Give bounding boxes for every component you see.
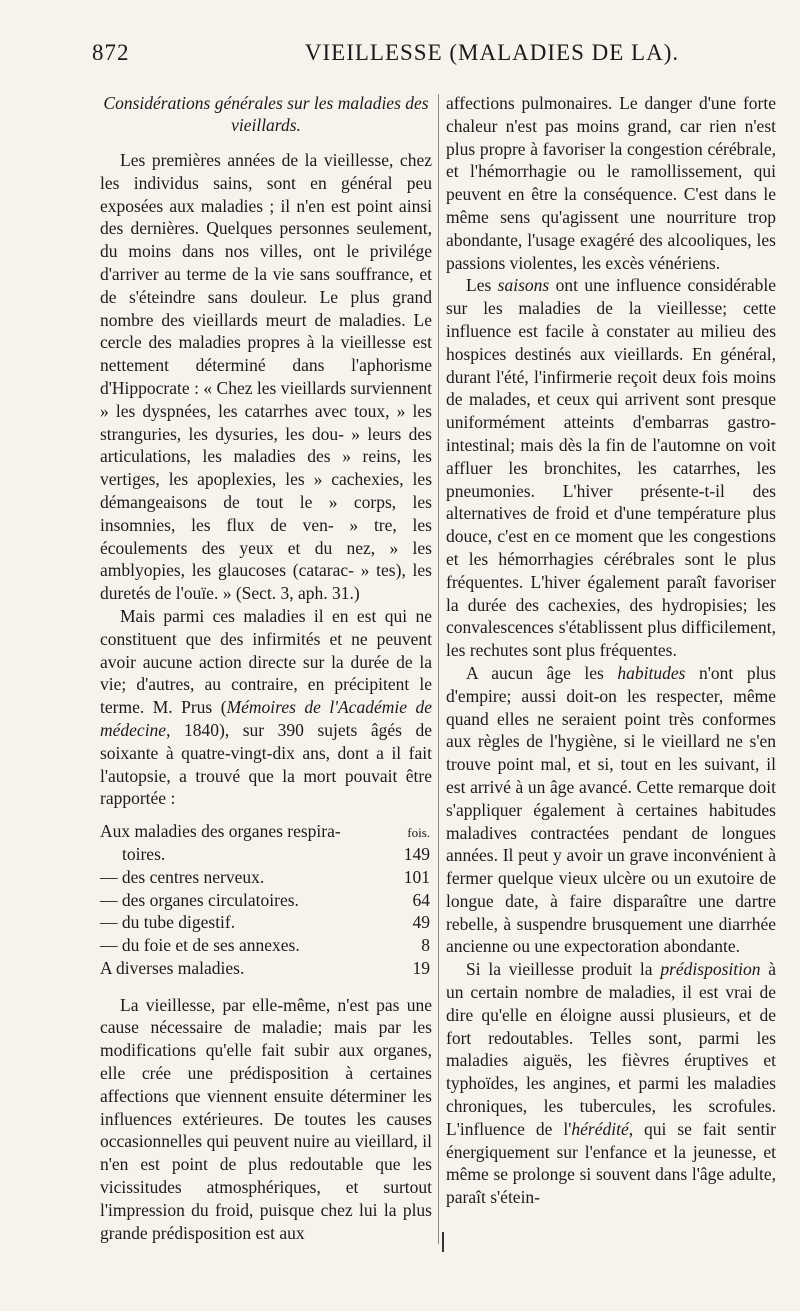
table-label: — du tube digestif. [100, 912, 236, 933]
emphasis: prédisposition [660, 959, 761, 980]
table-value: 64 [412, 889, 430, 910]
table-value: 49 [412, 912, 430, 933]
table-row [100, 889, 432, 912]
left-column [100, 92, 432, 1244]
paragraph [100, 605, 432, 810]
text-run: , 1840), sur 390 sujets âgés de soixante à quatre-vingt-dix ans, dont a il fait l'autopsie, a trouvé que la mort pouvait être rapportée : [100, 719, 432, 809]
table-label: Aux maladies des organes respira- [100, 821, 341, 842]
text-run: , qui se fait sentir énergiquement sur l'enfance et la jeunesse, et même se prolonge si souvent dans l'âge adulte, paraît s'étein- [446, 1118, 777, 1208]
column-divider [438, 94, 439, 1244]
emphasis: saisons [497, 275, 550, 296]
table-label: toires. [122, 843, 166, 864]
paragraph: Les premières années de la vieillesse, chez les individus sains, sont en général peu exposées aux maladies ; il n'en est point ainsi des dernières. Quelques personnes seulement, du moins dans nos villes, ont le privilége d'arriver au terme de la vie sans souffrance, et de s'éteindre sans douleur. Le plus grand nombre des vieillards meurt de maladies. Le cercle des maladies propres à la vieillesse est nettement déterminé dans l'aphorisme d'Hippocrate : « Chez les vieillards surviennent » les dyspnées, les catarrhes avec toux, » les stranguries, les dysuries, les dou- » leurs des articulations, les maladies des » reins, les vertiges, les apoplexies, les » cachexies, les démangeaisons de tout le » corps, les insomnies, les flux de ven- » tre, les écoulements des yeux et du nez, » les amblyopies, les glaucoses (catarac- » tes), les duretés de l'ouïe. » (Sect. 3, aph. 31.) [100, 150, 432, 604]
section-title: Considérations générales sur les maladies des vieillards. [103, 93, 429, 135]
table-row [100, 843, 432, 866]
table-unit: fois. [407, 825, 430, 841]
emphasis: habitudes [617, 662, 686, 683]
column-rule-mark [442, 1232, 444, 1252]
table-row [100, 820, 432, 843]
text-run: Si la vieillesse produit la [466, 959, 661, 980]
paragraph: La vieillesse, par elle-même, n'est pas une cause nécessaire de maladie; mais par les modifications qu'elle fait subir aux organes, elle crée une prédisposition à certaines affections que viennent ensuite déterminer les influences extérieures. De toutes les causes occasionnelles qui peuvent nuire au vieillard, il n'en est point de plus redoutable que les vicissitudes atmosphériques, et surtout l'impression du froid, puisque chez lui la plus grande prédisposition est aux [100, 994, 432, 1243]
text-run: Les [466, 275, 498, 296]
paragraph [446, 662, 776, 958]
page-number: 872 [92, 40, 130, 65]
table-value: 19 [412, 957, 430, 978]
right-column [446, 92, 776, 1209]
running-title: VIEILLESSE (MALADIES DE LA). [304, 40, 680, 65]
paragraph [446, 274, 776, 662]
emphasis: hérédité [571, 1118, 629, 1139]
table-label: — des organes circulatoires. [100, 889, 299, 910]
table-row [100, 911, 432, 934]
text-run: Mais parmi ces maladies il en est qui ne constituent que des infirmités et ne peuvent avoir aucune action directe sur la durée de la vie; d'autres, au contraire, en précipitent le terme. M. Prus ( [100, 605, 432, 718]
text-run: A aucun âge les [466, 662, 618, 683]
paragraph: affections pulmonaires. Le danger d'une forte chaleur n'est pas moins grand, car rien n'est plus propre à favoriser la congestion cérébrale, et l'hémorrhagie ou le ramollissement, qui peuvent en être la conséquence. C'est dans le même sens qu'agissent une nourriture trop abondante, l'usage exagéré des alcooliques, les passions violentes, les excès vénériens. [446, 93, 776, 273]
table-value: 149 [403, 843, 430, 864]
table-label: — du foie et de ses annexes. [100, 935, 300, 956]
table-row [100, 934, 432, 957]
table-row [100, 957, 432, 980]
table-value: 101 [403, 866, 430, 887]
table-row [100, 866, 432, 889]
table-value: 8 [421, 935, 430, 956]
mortality-table [100, 820, 432, 980]
text-run: n'ont plus d'empire; aussi doit-on les respecter, même quand elles ne seraient point très conformes aux règles de l'hygiène, si le vieillard ne s'en trouve point mal, et si, tout en les suivant, il est arrivé à un âge avancé. Cette remarque doit s'appliquer également à certaines habitudes maladives contractées pendant de longues années. Il peut y avoir un grave inconvénient à fermer quelque vieux ulcère ou un exutoire de longue date, à faire disparaître une dartre rebelle, à suspendre brusquement une diarrhée ancienne ou une expectoration abondante. [446, 662, 776, 957]
citation-title: Mémoires de l'Académie de médecine [100, 697, 432, 740]
text-run: à un certain nombre de maladies, il est vrai de dire qu'elle en éloigne aussi plusieurs, et de fort redoutables. Telles sont, parmi les maladies aiguës, les fièvres éruptives et typhoïdes, les angines, et parmi les maladies chroniques, les tubercules, les scrofules. L'influence de l' [446, 959, 776, 1139]
page-header [92, 40, 762, 80]
table-label: — des centres nerveux. [100, 866, 265, 887]
table-label: A diverses maladies. [100, 957, 245, 978]
text-run: ont une influence considérable sur les maladies de la vieillesse; cette influence est facile à constater au milieu des hospices destinés aux vieillards. En général, durant l'été, l'infirmerie reçoit deux fois moins de malades, et ceux qui arrivent sont presque uniformément atteints d'embarras gastro-intestinal; mais dès la fin de l'automne on voit affluer les bronchites, les catarrhes, les pneumonies. L'hiver présente-t-il des alternatives de froid et d'une température plus douce, c'est en ce moment que les congestions et les hémorrhagies cérébrales sont le plus fréquentes. L'hiver également paraît favoriser la durée des cachexies, des hydropisies; les convalescences s'établissent plus difficilement, les rechutes sont plus fréquentes. [446, 275, 776, 661]
paragraph [446, 958, 776, 1209]
